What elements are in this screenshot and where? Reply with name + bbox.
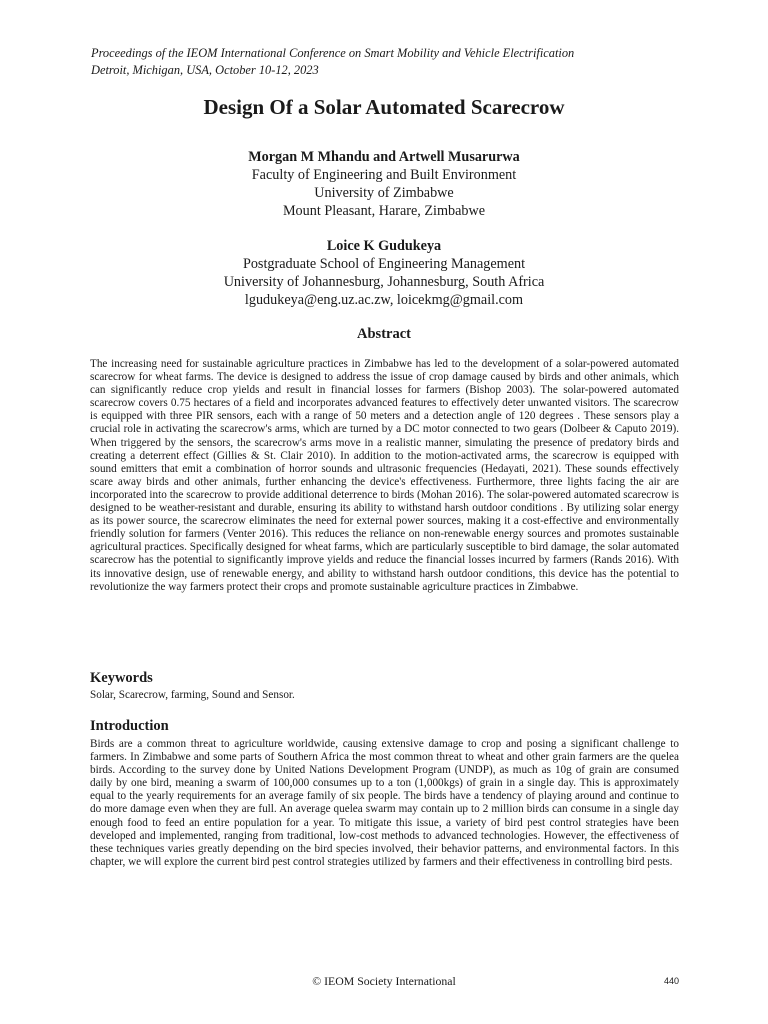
author-block-1: [0, 148, 768, 220]
conference-location-date: Detroit, Michigan, USA, October 10-12, 2023: [91, 62, 319, 77]
author-affiliation: Postgraduate School of Engineering Management: [242, 256, 526, 272]
author-affiliation: University of Johannesburg, Johannesburg, South Africa: [223, 274, 545, 290]
conference-name: Proceedings of the IEOM International Conference on Smart Mobility and Vehicle Electrification: [91, 46, 575, 60]
keywords-heading: Keywords: [90, 670, 153, 686]
paper-title: Design Of a Solar Automated Scarecrow: [203, 95, 565, 119]
conference-header: [91, 45, 574, 78]
abstract-heading: Abstract: [357, 326, 411, 342]
keywords-body: Solar, Scarecrow, farming, Sound and Sensor.: [90, 689, 295, 701]
author-affiliation: Faculty of Engineering and Built Environment: [251, 167, 517, 183]
author-names: Morgan M Mhandu and Artwell Musarurwa: [248, 149, 520, 165]
introduction-heading: Introduction: [90, 718, 169, 734]
page-number: 440: [663, 976, 679, 986]
author-email: lgudukeya@eng.uz.ac.zw, loicekmg@gmail.com: [244, 292, 524, 308]
author-names: Loice K Gudukeya: [326, 238, 442, 254]
author-block-2: [0, 237, 768, 309]
author-affiliation: University of Zimbabwe: [314, 185, 454, 201]
footer-copyright: © IEOM Society International: [312, 974, 456, 988]
introduction-body: Birds are a common threat to agriculture worldwide, causing extensive damage to crop and posing a significant challenge to farmers. In Zimbabwe and some parts of Southern Africa the most common threat to wheat and other grain farmers are the quelea birds. According to the survey done by United Nations Development Program (UNDP), as much as 10g of grain are consumed daily by one bird, meaning a swarm of 100,000 consumes up to a ton (1,000kgs) of grain in a single day. This is approximately equal to the yearly requirements for an average family of six people. The birds have a tendency of playing around and continue to do more damage even when they are full. An average quelea swarm may contain up to 2 million birds can consume in a single day enough food to feed an entire population for a year. To mitigate this issue, a variety of bird pest control strategies have been developed and implemented, ranging from traditional, low-cost methods to advanced technologies. However, the effectiveness of these techniques varies greatly depending on the bird species involved, their behavior patterns, and environmental factors. In this chapter, we will explore the current bird pest control strategies utilized by farmers and their effectiveness in controlling bird pests.: [90, 738, 679, 868]
abstract-body: The increasing need for sustainable agriculture practices in Zimbabwe has led to the development of a solar-powered automated scarecrow for wheat farms. The device is designed to address the issue of crop damage caused by birds and other animals, which can significantly reduce crop yields and result in financial losses for farmers (Bishop 2003). The solar-powered automated scarecrow covers 0.75 hectares of a field and incorporates advanced features to effectively deter unwanted visitors. The scarecrow is equipped with three PIR sensors, each with a range of 50 meters and a detection angle of 120 degrees . These sensors play a crucial role in activating the scarecrow's arms, which are turned by a DC motor connected to two gears (Dolbeer & Caputo 2019). When triggered by the sensors, the scarecrow's arms move in a realistic manner, simulating the presence of predatory birds and creating a deterrent effect (Gillies & St. Clair 2010). In addition to the motion-activated arms, the scarecrow is equipped with sound emitters that emit a combination of horror sounds and ultrasonic frequencies (Hedayati, 2021). These sounds effectively scare away birds and other animals, further enhancing the device's effectiveness. Furthermore, three lights facing the air are incorporated into the scarecrow to provide additional deterrence to birds (Mohan 2016). The solar-powered automated scarecrow is designed to be weather-resistant and durable, ensuring its ability to withstand harsh outdoor conditions . By utilizing solar energy as its power source, the scarecrow eliminates the need for external power sources, making it a cost-effective and environmentally friendly solution for farmers (Venter 2016). This reduces the reliance on non-renewable energy sources and promotes sustainable agricultural practices. Specifically designed for wheat farms, which are particularly susceptible to bird damage, the solar automated scarecrow has the potential to significantly improve yields and reduce the financial losses incurred by farmers (Rands 2016). With its innovative design, use of renewable energy, and ability to withstand harsh outdoor conditions, this device has the potential to revolutionize the way farmers protect their crops and promote sustainable agriculture practices in Zimbabwe.: [90, 358, 679, 593]
author-affiliation: Mount Pleasant, Harare, Zimbabwe: [282, 203, 486, 219]
